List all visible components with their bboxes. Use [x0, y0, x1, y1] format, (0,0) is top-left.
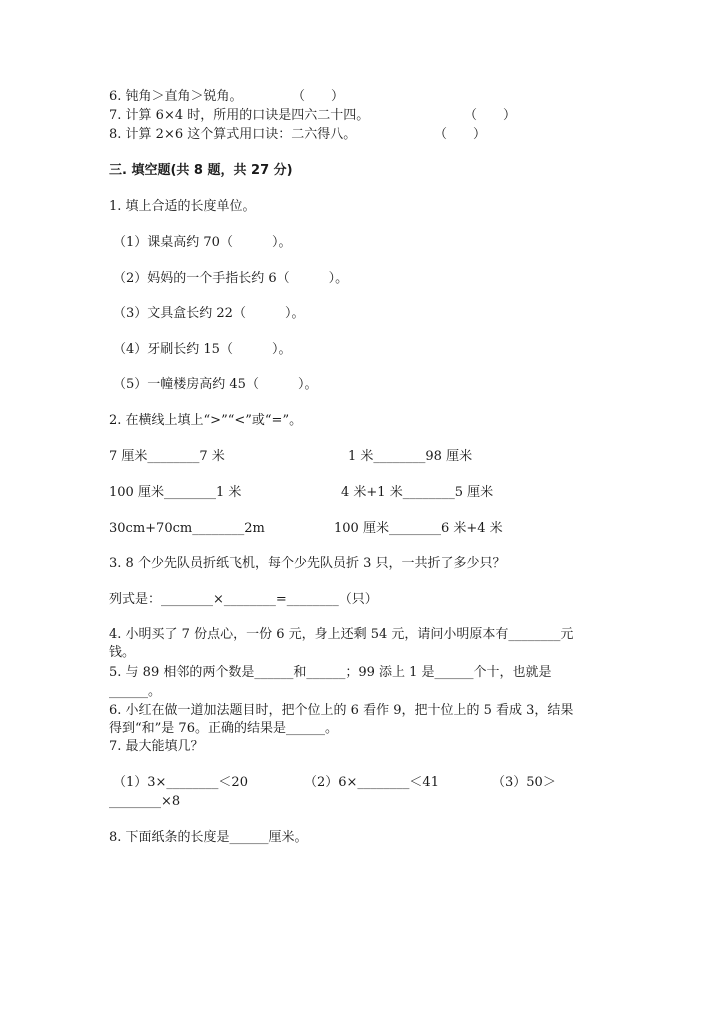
question-1-item-4: （4）牙刷长约 15（ ）。 — [113, 342, 292, 357]
question-5-line-2: ______。 — [109, 684, 162, 699]
question-1-item-3: （3）文具盒长约 22（ ）。 — [113, 306, 305, 321]
question-6-line-1: 6. 小红在做一道加法题目时，把个位上的 6 看作 9，把十位上的 5 看成 3，结果 — [109, 703, 574, 718]
answer-paren-8[interactable]: （ ） — [434, 127, 487, 142]
question-4-line-2: 钱。 — [109, 645, 136, 660]
judgment-question-7: 7. 计算 6×4 时，所用的口诀是四六二十四。 — [109, 108, 370, 123]
question-4-line-1: 4. 小明买了 7 份点心，一份 6 元，身上还剩 54 元，请问小明原本有________元 — [109, 627, 574, 642]
comparison-row-1-right: 1 米________98 厘米 — [348, 449, 473, 464]
answer-paren-7[interactable]: （ ） — [464, 108, 517, 123]
question-5-line-1: 5. 与 89 相邻的两个数是______和______；99 添上 1 是______个十，也就是 — [109, 665, 552, 680]
judgment-question-6: 6. 钝角＞直角＞锐角。 — [109, 89, 243, 104]
section-title: 三. 填空题(共 8 题，共 27 分) — [109, 163, 293, 178]
question-6-line-2: 得到“和”是 76。正确的结果是______。 — [109, 721, 338, 736]
question-7-part-3-continued: ________×8 — [109, 794, 181, 809]
judgment-question-8: 8. 计算 2×6 这个算式用口诀：二六得八。 — [109, 127, 357, 142]
question-2-stem: 2. 在横线上填上“>”“<”或“=”。 — [109, 413, 303, 428]
comparison-row-2-left: 100 厘米________1 米 — [109, 485, 242, 500]
question-1-item-5: （5）一幢楼房高约 45（ ）。 — [113, 377, 318, 392]
comparison-row-2-right: 4 米+1 米________5 厘米 — [341, 485, 494, 500]
question-8-stem: 8. 下面纸条的长度是______厘米。 — [109, 830, 308, 845]
question-7-part-3: （3）50＞ — [492, 775, 556, 790]
comparison-row-3-right: 100 厘米________6 米+4 米 — [334, 521, 503, 536]
question-1-item-2: （2）妈妈的一个手指长约 6（ ）。 — [113, 271, 349, 286]
question-3-answer: 列式是：________×________=________（只） — [109, 592, 378, 607]
comparison-row-1-left: 7 厘米________7 米 — [109, 449, 225, 464]
question-7-part-1: （1）3×________＜20 — [113, 775, 248, 790]
question-7-stem: 7. 最大能填几？ — [109, 739, 204, 754]
question-7-part-2: （2）6×________＜41 — [304, 775, 439, 790]
question-1-stem: 1. 填上合适的长度单位。 — [109, 199, 256, 214]
question-3-stem: 3. 8 个少先队员折纸飞机，每个少先队员折 3 只，一共折了多少只？ — [109, 556, 506, 571]
answer-paren-6[interactable]: （ ） — [292, 89, 345, 104]
question-1-item-1: （1）课桌高约 70（ ）。 — [113, 235, 292, 250]
comparison-row-3-left: 30cm+70cm________2m — [109, 521, 265, 536]
